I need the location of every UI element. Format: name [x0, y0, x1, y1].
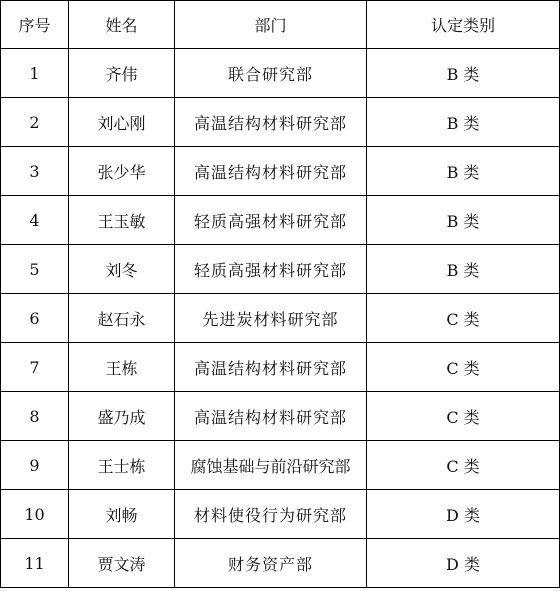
cell-category: C 类: [367, 343, 560, 392]
table-row: [1, 490, 560, 539]
cell-department: 财务资产部: [175, 539, 367, 588]
header-index: 序号: [1, 1, 69, 49]
cell-department: 高温结构材料研究部: [175, 147, 367, 196]
header-row: [1, 1, 560, 49]
header-name: 姓名: [69, 1, 175, 49]
table-row: [1, 539, 560, 588]
cell-index: 6: [1, 294, 69, 343]
header-department: 部门: [175, 1, 367, 49]
cell-index: 5: [1, 245, 69, 294]
cell-department: 高温结构材料研究部: [175, 392, 367, 441]
cell-department: 先进炭材料研究部: [175, 294, 367, 343]
cell-index: 8: [1, 392, 69, 441]
cell-name: 盛乃成: [69, 392, 175, 441]
cell-category: D 类: [367, 490, 560, 539]
table-header: [1, 1, 560, 49]
table-row: [1, 98, 560, 147]
cell-name: 赵石永: [69, 294, 175, 343]
cell-index: 4: [1, 196, 69, 245]
cell-name: 王玉敏: [69, 196, 175, 245]
table-row: [1, 49, 560, 98]
cell-name: 齐伟: [69, 49, 175, 98]
cell-category: B 类: [367, 245, 560, 294]
cell-name: 王栋: [69, 343, 175, 392]
cell-department: 联合研究部: [175, 49, 367, 98]
table-row: [1, 147, 560, 196]
cell-index: 1: [1, 49, 69, 98]
table-body: [1, 49, 560, 588]
cell-category: B 类: [367, 49, 560, 98]
cell-name: 王士栋: [69, 441, 175, 490]
cell-department: 腐蚀基础与前沿研究部: [175, 441, 367, 490]
header-category: 认定类别: [367, 1, 560, 49]
cell-name: 刘冬: [69, 245, 175, 294]
cell-department: 高温结构材料研究部: [175, 343, 367, 392]
cell-department: 轻质高强材料研究部: [175, 245, 367, 294]
cell-category: B 类: [367, 147, 560, 196]
table-row: [1, 245, 560, 294]
cell-category: C 类: [367, 392, 560, 441]
cell-index: 11: [1, 539, 69, 588]
cell-category: B 类: [367, 98, 560, 147]
cell-category: C 类: [367, 294, 560, 343]
table-row: [1, 343, 560, 392]
cell-category: D 类: [367, 539, 560, 588]
cell-index: 10: [1, 490, 69, 539]
cell-department: 高温结构材料研究部: [175, 98, 367, 147]
cell-name: 贾文涛: [69, 539, 175, 588]
table-row: [1, 441, 560, 490]
cell-name: 刘畅: [69, 490, 175, 539]
table-row: [1, 392, 560, 441]
table-row: [1, 294, 560, 343]
cell-index: 3: [1, 147, 69, 196]
cell-category: B 类: [367, 196, 560, 245]
cell-index: 7: [1, 343, 69, 392]
cell-index: 2: [1, 98, 69, 147]
cell-category: C 类: [367, 441, 560, 490]
table-row: [1, 196, 560, 245]
cell-name: 张少华: [69, 147, 175, 196]
cell-name: 刘心刚: [69, 98, 175, 147]
cell-index: 9: [1, 441, 69, 490]
cell-department: 轻质高强材料研究部: [175, 196, 367, 245]
cell-department: 材料使役行为研究部: [175, 490, 367, 539]
